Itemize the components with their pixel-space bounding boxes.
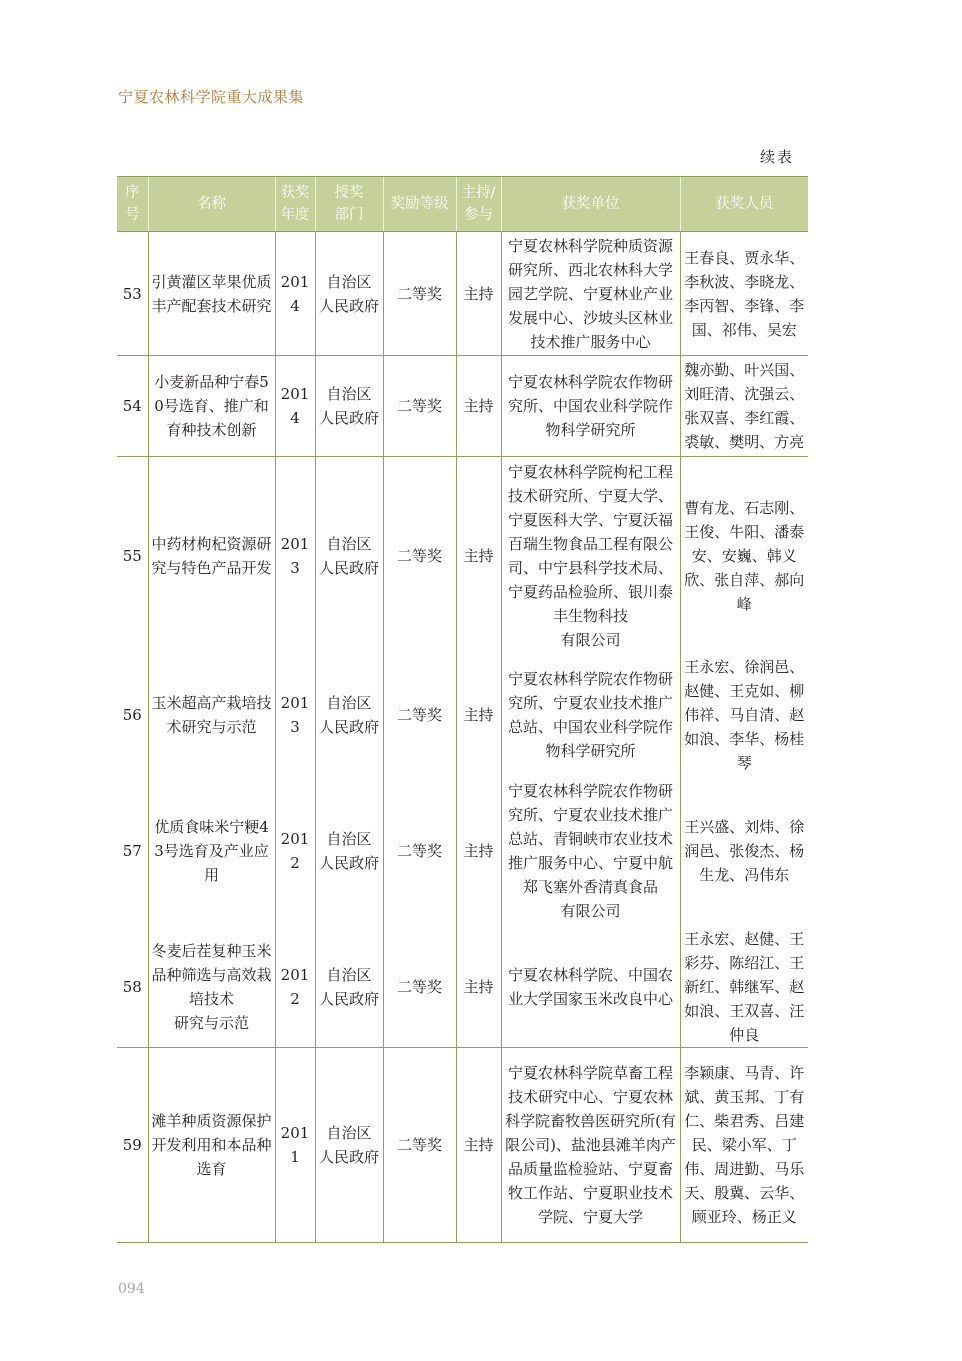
cell-level: 二等奖 — [383, 927, 456, 1048]
cell-people: 王永宏、徐润邑、赵健、王克如、柳伟祥、马自清、赵如浪、李华、杨桂琴 — [680, 655, 808, 775]
cell-name: 小麦新品种宁春50号选育、推广和育种技术创新 — [148, 356, 275, 457]
cell-people: 曹有龙、石志刚、王俊、牛阳、潘泰安、安巍、韩义欣、张自萍、郝向峰 — [680, 457, 808, 655]
cell-role: 主持 — [456, 457, 501, 655]
cell-people: 王春良、贾永华、李秋波、李晓龙、李丙智、李锋、李国、祁伟、吴宏 — [680, 232, 808, 356]
column-header-no: 序 号 — [117, 177, 148, 232]
cell-name: 冬麦后茬复种玉米品种筛选与高效栽培技术 研究与示范 — [148, 927, 275, 1048]
cell-level: 二等奖 — [383, 232, 456, 356]
cell-no: 59 — [117, 1047, 148, 1242]
cell-year: 2013 — [275, 655, 315, 775]
cell-unit: 宁夏农林科学院、中国农业大学国家玉米改良中心 — [501, 927, 680, 1048]
table-row — [117, 232, 808, 356]
table-row — [117, 927, 808, 1048]
table-row — [117, 775, 808, 927]
cell-name: 玉米超高产栽培技术研究与示范 — [148, 655, 275, 775]
awards-table — [117, 176, 808, 1243]
cell-dept: 自治区 人民政府 — [315, 232, 383, 356]
cell-level: 二等奖 — [383, 655, 456, 775]
cell-no: 54 — [117, 356, 148, 457]
running-header-book-title: 宁夏农林科学院重大成果集 — [118, 88, 305, 106]
table-row — [117, 457, 808, 655]
column-header-role: 主持/ 参与 — [456, 177, 501, 232]
cell-people: 王永宏、赵健、王彩芬、陈绍江、王新红、韩继军、赵如浪、王双喜、汪仲良 — [680, 927, 808, 1048]
cell-year: 2012 — [275, 775, 315, 927]
cell-unit: 宁夏农林科学院农作物研究所、宁夏农业技术推广总站、青铜峡市农业技术推广服务中心、宁夏中航郑飞塞外香清真食品 有限公司 — [501, 775, 680, 927]
continued-table-label: 续表 — [760, 148, 795, 166]
cell-level: 二等奖 — [383, 1047, 456, 1242]
cell-name: 引黄灌区苹果优质丰产配套技术研究 — [148, 232, 275, 356]
column-header-people: 获奖人员 — [680, 177, 808, 232]
cell-year: 2013 — [275, 457, 315, 655]
cell-year: 2014 — [275, 232, 315, 356]
cell-role: 主持 — [456, 775, 501, 927]
column-header-level: 奖励等级 — [383, 177, 456, 232]
table-header-row — [117, 177, 808, 232]
page-number: 094 — [118, 1281, 145, 1297]
table-row — [117, 356, 808, 457]
cell-dept: 自治区 人民政府 — [315, 356, 383, 457]
column-header-name: 名称 — [148, 177, 275, 232]
table-row — [117, 1047, 808, 1242]
cell-no: 53 — [122, 284, 142, 303]
cell-level: 二等奖 — [383, 457, 456, 655]
cell-name: 滩羊种质资源保护开发利用和本品种选育 — [148, 1047, 275, 1242]
cell-role: 主持 — [456, 356, 501, 457]
cell-people: 王兴盛、刘炜、徐润邑、张俊杰、杨生龙、冯伟东 — [680, 775, 808, 927]
column-header-year: 获奖 年度 — [275, 177, 315, 232]
cell-no: 57 — [122, 841, 142, 860]
cell-name: 中药材枸杞资源研究与特色产品开发 — [148, 457, 275, 655]
cell-dept: 自治区 人民政府 — [315, 775, 383, 927]
cell-no: 55 — [117, 457, 148, 655]
cell-role: 主持 — [456, 655, 501, 775]
cell-role: 主持 — [456, 927, 501, 1048]
column-header-dept: 授奖 部门 — [315, 177, 383, 232]
cell-no: 56 — [122, 705, 142, 724]
cell-unit: 宁夏农林科学院草畜工程技术研究中心、宁夏农林科学院畜牧兽医研究所(有限公司)、盐池县滩羊肉产品质量监检验站、宁夏畜牧工作站、宁夏职业技术学院、宁夏大学 — [501, 1047, 680, 1242]
cell-year: 2014 — [275, 356, 315, 457]
cell-role: 主持 — [456, 1047, 501, 1242]
cell-dept: 自治区 人民政府 — [315, 655, 383, 775]
cell-unit: 宁夏农林科学院农作物研究所、宁夏农业技术推广总站、中国农业科学院作物科学研究所 — [501, 655, 680, 775]
column-header-unit: 获奖单位 — [501, 177, 680, 232]
cell-unit: 宁夏农林科学院枸杞工程技术研究所、宁夏大学、宁夏医科大学、宁夏沃福百瑞生物食品工程有限公司、中宁县科学技术局、宁夏药品检验所、银川泰丰生物科技 有限公司 — [501, 457, 680, 655]
cell-no: 58 — [122, 977, 142, 996]
cell-level: 二等奖 — [383, 775, 456, 927]
cell-dept: 自治区 人民政府 — [315, 457, 383, 655]
cell-dept: 自治区 人民政府 — [315, 927, 383, 1048]
cell-dept: 自治区 人民政府 — [315, 1047, 383, 1242]
cell-unit: 宁夏农林科学院种质资源研究所、西北农林科大学园艺学院、宁夏林业产业发展中心、沙坡头区林业技术推广服务中心 — [501, 232, 680, 356]
cell-level: 二等奖 — [383, 356, 456, 457]
cell-unit: 宁夏农林科学院农作物研究所、中国农业科学院作物科学研究所 — [501, 356, 680, 457]
cell-role: 主持 — [456, 232, 501, 356]
cell-people: 李颖康、马青、许斌、黄玉邦、丁有仁、柴君秀、吕建民、梁小军、丁伟、周进勤、马乐天、殷冀、云华、顾亚玲、杨正义 — [680, 1047, 808, 1242]
table-row — [117, 655, 808, 775]
cell-year: 2012 — [275, 927, 315, 1048]
cell-name: 优质食味米宁粳43号选育及产业应用 — [148, 775, 275, 927]
cell-year: 2011 — [275, 1047, 315, 1242]
cell-people: 魏亦勤、叶兴国、刘旺清、沈强云、张双喜、李红霞、裘敏、樊明、方亮 — [680, 356, 808, 457]
